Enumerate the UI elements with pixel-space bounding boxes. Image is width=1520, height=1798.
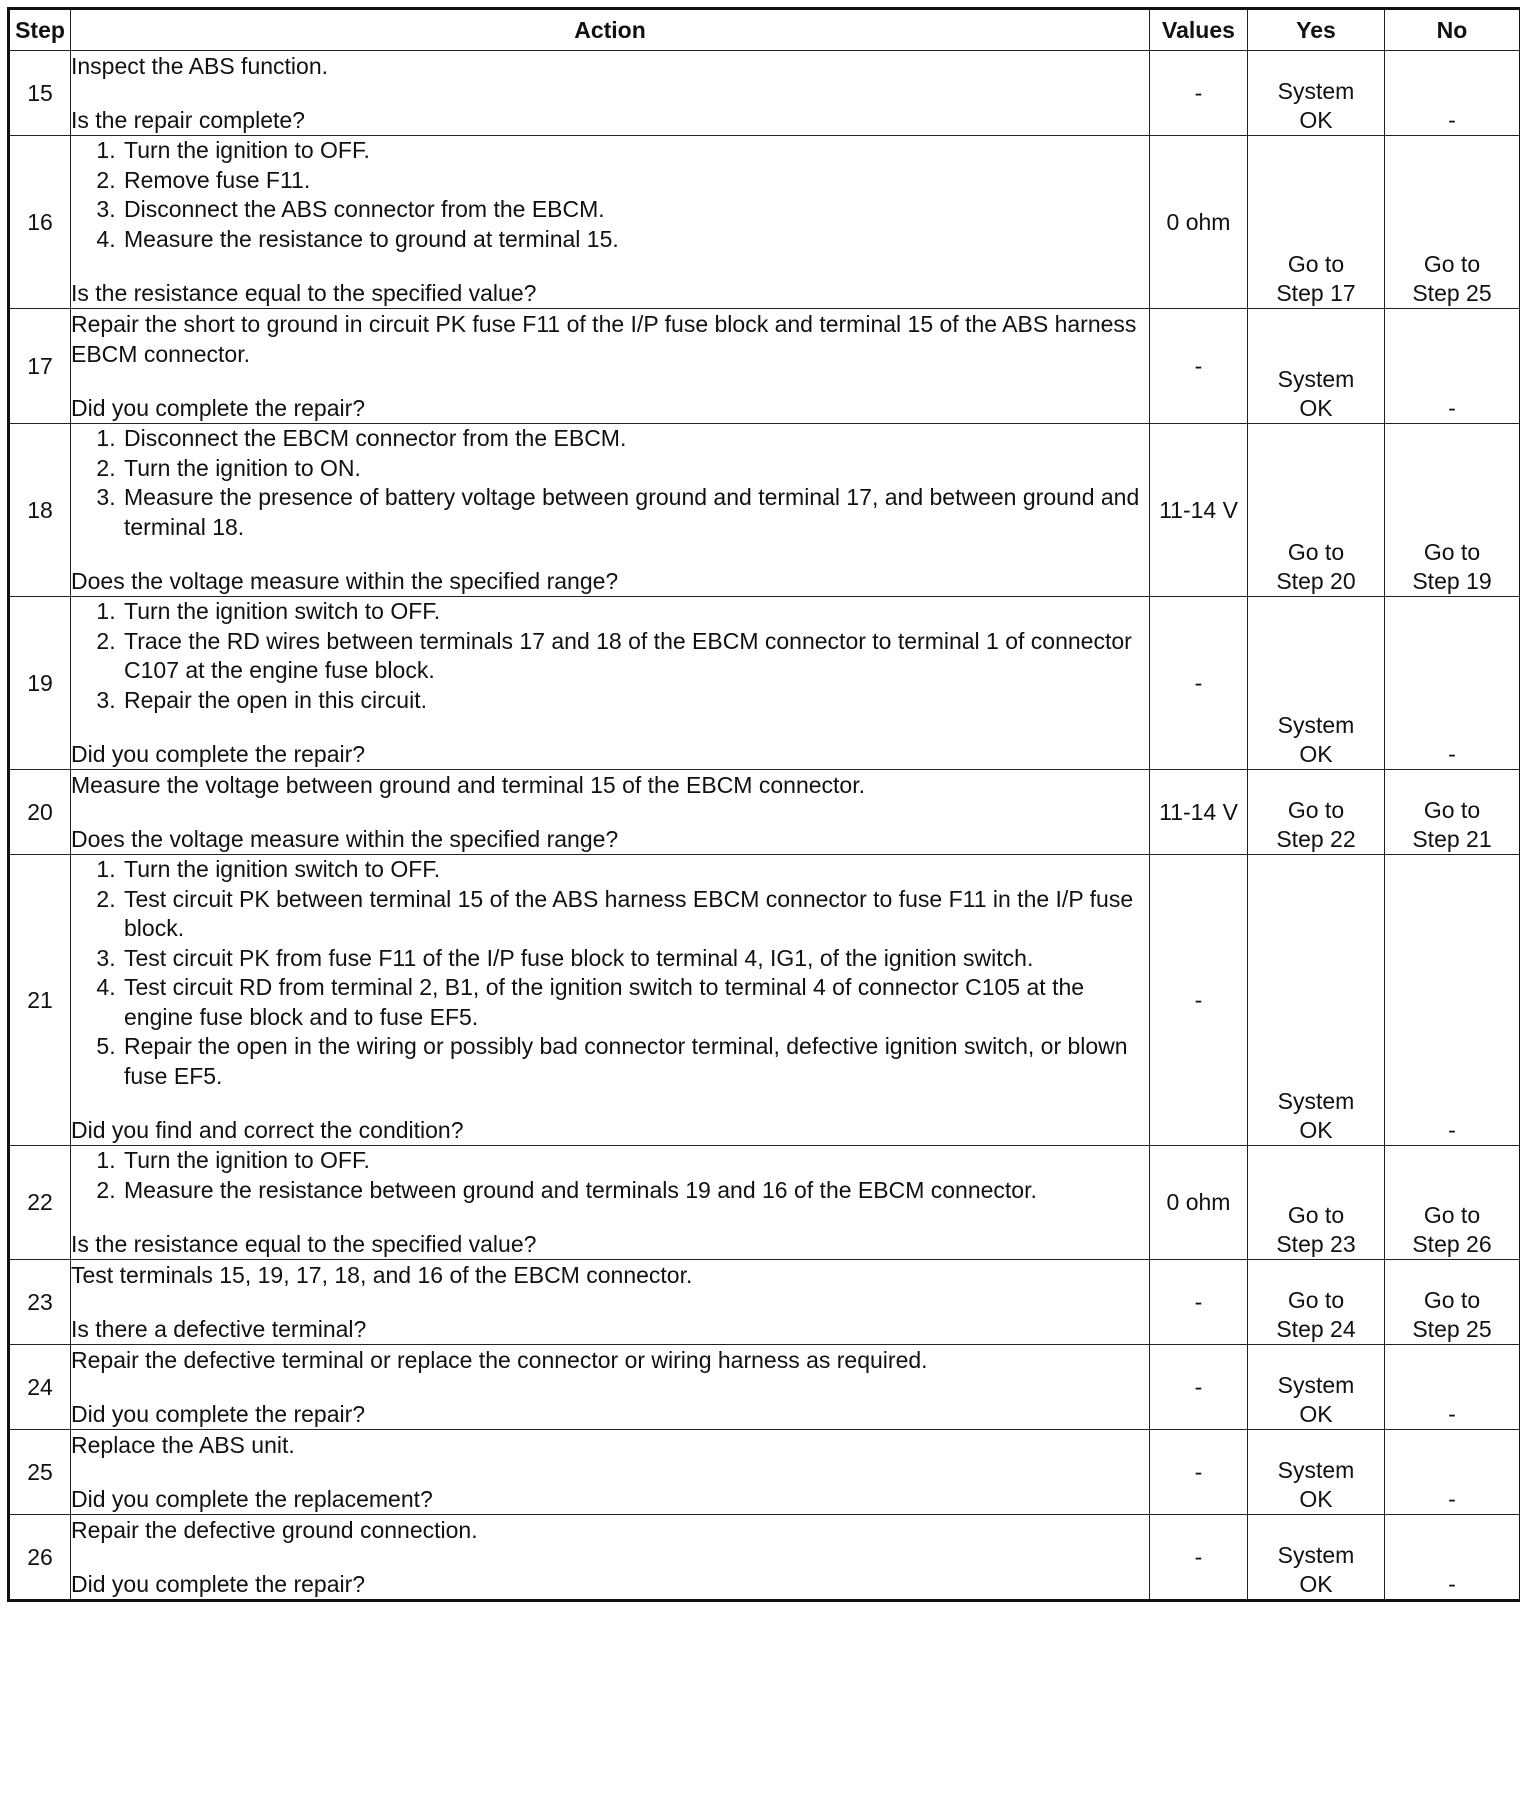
action-step-item: 2. Test circuit PK between terminal 15 of the ABS harness EBCM connector to fuse F11 in the I/P fuse block. xyxy=(122,885,1149,944)
action-step-item: 1. Turn the ignition to OFF. xyxy=(122,1146,1149,1176)
values-cell: - xyxy=(1150,1260,1248,1345)
action-question: Is the resistance equal to the specified value? xyxy=(71,280,537,306)
action-step-list xyxy=(71,1146,1149,1205)
yes-cell xyxy=(1248,51,1385,136)
action-instruction: Repair the defective ground connection. xyxy=(71,1517,478,1543)
action-instruction: Measure the voltage between ground and terminal 15 of the EBCM connector. xyxy=(71,772,865,798)
yes-cell xyxy=(1248,1515,1385,1601)
header-step: Step xyxy=(9,9,71,51)
step-cell: 17 xyxy=(9,309,71,424)
yes-outcome: Go to Step 20 xyxy=(1276,539,1356,594)
action-cell xyxy=(71,1345,1150,1430)
action-question: Is there a defective terminal? xyxy=(71,1316,367,1342)
action-question: Did you complete the replacement? xyxy=(71,1486,433,1512)
action-step-list xyxy=(71,597,1149,715)
yes-outcome: System OK xyxy=(1277,712,1355,767)
action-step-list xyxy=(71,424,1149,542)
yes-outcome: System OK xyxy=(1277,1457,1355,1512)
yes-outcome: System OK xyxy=(1277,78,1355,133)
values-cell: - xyxy=(1150,597,1248,770)
action-question: Is the repair complete? xyxy=(71,107,305,133)
values-cell: - xyxy=(1150,1430,1248,1515)
action-question: Does the voltage measure within the specified range? xyxy=(71,826,619,852)
action-cell xyxy=(71,770,1150,855)
no-outcome: - xyxy=(1448,1486,1456,1512)
step-cell: 19 xyxy=(9,597,71,770)
action-step-item: 1. Turn the ignition to OFF. xyxy=(122,136,1149,166)
yes-outcome: Go to Step 17 xyxy=(1276,251,1356,306)
yes-cell xyxy=(1248,1146,1385,1260)
values-cell: 0 ohm xyxy=(1150,1146,1248,1260)
action-instruction: Replace the ABS unit. xyxy=(71,1432,295,1458)
action-cell xyxy=(71,1515,1150,1601)
yes-cell xyxy=(1248,136,1385,309)
no-cell xyxy=(1385,597,1520,770)
document-page xyxy=(7,7,1513,1602)
no-outcome: Go to Step 21 xyxy=(1412,797,1492,852)
table-row xyxy=(9,1430,1520,1515)
yes-outcome: Go to Step 22 xyxy=(1276,797,1356,852)
action-cell xyxy=(71,1430,1150,1515)
table-body xyxy=(9,51,1520,1601)
no-cell xyxy=(1385,136,1520,309)
table-row xyxy=(9,1515,1520,1601)
action-step-list xyxy=(71,136,1149,254)
no-outcome: Go to Step 25 xyxy=(1412,1287,1492,1342)
table-row xyxy=(9,1260,1520,1345)
action-question: Did you complete the repair? xyxy=(71,741,366,767)
yes-cell xyxy=(1248,309,1385,424)
step-cell: 21 xyxy=(9,855,71,1146)
table-row xyxy=(9,51,1520,136)
action-instruction: Repair the defective terminal or replace the connector or wiring harness as required. xyxy=(71,1347,928,1373)
no-outcome: - xyxy=(1448,1401,1456,1427)
action-step-item: 1. Turn the ignition switch to OFF. xyxy=(122,855,1149,885)
no-cell xyxy=(1385,1430,1520,1515)
step-cell: 23 xyxy=(9,1260,71,1345)
no-outcome: Go to Step 26 xyxy=(1412,1202,1492,1257)
yes-cell xyxy=(1248,1260,1385,1345)
table-row xyxy=(9,597,1520,770)
yes-cell xyxy=(1248,424,1385,597)
no-outcome: - xyxy=(1448,741,1456,767)
no-cell xyxy=(1385,855,1520,1146)
table-row xyxy=(9,136,1520,309)
no-cell xyxy=(1385,424,1520,597)
action-step-item: 2. Measure the resistance between ground and terminals 19 and 16 of the EBCM connector. xyxy=(122,1176,1149,1206)
action-step-item: 4. Measure the resistance to ground at terminal 15. xyxy=(122,225,1149,255)
action-step-item: 3. Test circuit PK from fuse F11 of the I/P fuse block to terminal 4, IG1, of the ignition switch. xyxy=(122,944,1149,974)
table-header xyxy=(9,9,1520,51)
action-question: Did you complete the repair? xyxy=(71,1571,366,1597)
action-step-list xyxy=(71,855,1149,1091)
action-question: Is the resistance equal to the specified value? xyxy=(71,1231,537,1257)
action-step-item: 1. Turn the ignition switch to OFF. xyxy=(122,597,1149,627)
action-instruction: Test terminals 15, 19, 17, 18, and 16 of the EBCM connector. xyxy=(71,1262,693,1288)
values-cell: - xyxy=(1150,1515,1248,1601)
no-outcome: - xyxy=(1448,1117,1456,1143)
action-step-item: 4. Test circuit RD from terminal 2, B1, of the ignition switch to terminal 4 of connector C105 at the engine fuse block and to fuse EF5. xyxy=(122,973,1149,1032)
action-cell xyxy=(71,424,1150,597)
no-outcome: - xyxy=(1448,107,1456,133)
no-outcome: - xyxy=(1448,395,1456,421)
table-row xyxy=(9,309,1520,424)
action-instruction: Repair the short to ground in circuit PK fuse F11 of the I/P fuse block and terminal 15 of the ABS harness EBCM connector. xyxy=(71,311,1137,367)
action-question: Did you complete the repair? xyxy=(71,395,366,421)
yes-outcome: System OK xyxy=(1277,1088,1355,1143)
header-no: No xyxy=(1385,9,1520,51)
action-cell xyxy=(71,51,1150,136)
table-row xyxy=(9,855,1520,1146)
action-cell xyxy=(71,597,1150,770)
action-cell xyxy=(71,855,1150,1146)
yes-cell xyxy=(1248,1430,1385,1515)
values-cell: - xyxy=(1150,855,1248,1146)
table-row xyxy=(9,1146,1520,1260)
no-outcome: - xyxy=(1448,1571,1456,1597)
table-row xyxy=(9,770,1520,855)
no-cell xyxy=(1385,1146,1520,1260)
yes-outcome: System OK xyxy=(1277,1542,1355,1597)
step-cell: 18 xyxy=(9,424,71,597)
values-cell: - xyxy=(1150,1345,1248,1430)
yes-cell xyxy=(1248,1345,1385,1430)
table-row xyxy=(9,1345,1520,1430)
yes-cell xyxy=(1248,855,1385,1146)
no-outcome: Go to Step 19 xyxy=(1412,539,1492,594)
step-cell: 16 xyxy=(9,136,71,309)
header-yes: Yes xyxy=(1248,9,1385,51)
action-step-item: 3. Measure the presence of battery voltage between ground and terminal 17, and between ground and terminal 18. xyxy=(122,483,1149,542)
action-cell xyxy=(71,1260,1150,1345)
action-question: Does the voltage measure within the specified range? xyxy=(71,568,619,594)
action-cell xyxy=(71,136,1150,309)
step-cell: 15 xyxy=(9,51,71,136)
action-step-item: 2. Remove fuse F11. xyxy=(122,166,1149,196)
values-cell: - xyxy=(1150,309,1248,424)
yes-outcome: Go to Step 23 xyxy=(1276,1202,1356,1257)
header-values: Values xyxy=(1150,9,1248,51)
no-cell xyxy=(1385,1260,1520,1345)
yes-outcome: Go to Step 24 xyxy=(1276,1287,1356,1342)
action-step-item: 2. Trace the RD wires between terminals 17 and 18 of the EBCM connector to terminal 1 of connector C107 at the engine fuse block. xyxy=(122,627,1149,686)
yes-outcome: System OK xyxy=(1277,366,1355,421)
action-cell xyxy=(71,1146,1150,1260)
no-outcome: Go to Step 25 xyxy=(1412,251,1492,306)
step-cell: 22 xyxy=(9,1146,71,1260)
action-step-item: 3. Repair the open in this circuit. xyxy=(122,686,1149,716)
diagnostic-table xyxy=(7,7,1520,1602)
action-instruction: Inspect the ABS function. xyxy=(71,53,328,79)
yes-cell xyxy=(1248,770,1385,855)
no-cell xyxy=(1385,309,1520,424)
yes-outcome: System OK xyxy=(1277,1372,1355,1427)
values-cell: 11-14 V xyxy=(1150,770,1248,855)
action-question: Did you complete the repair? xyxy=(71,1401,366,1427)
table-row xyxy=(9,424,1520,597)
values-cell: - xyxy=(1150,51,1248,136)
step-cell: 25 xyxy=(9,1430,71,1515)
no-cell xyxy=(1385,770,1520,855)
action-question: Did you find and correct the condition? xyxy=(71,1117,464,1143)
no-cell xyxy=(1385,1515,1520,1601)
no-cell xyxy=(1385,1345,1520,1430)
action-step-item: 5. Repair the open in the wiring or possibly bad connector terminal, defective ignition switch, or blown fuse EF5. xyxy=(122,1032,1149,1091)
action-cell xyxy=(71,309,1150,424)
action-step-item: 1. Disconnect the EBCM connector from the EBCM. xyxy=(122,424,1149,454)
values-cell: 11-14 V xyxy=(1150,424,1248,597)
yes-cell xyxy=(1248,597,1385,770)
header-action: Action xyxy=(71,9,1150,51)
action-step-item: 2. Turn the ignition to ON. xyxy=(122,454,1149,484)
values-cell: 0 ohm xyxy=(1150,136,1248,309)
step-cell: 20 xyxy=(9,770,71,855)
step-cell: 26 xyxy=(9,1515,71,1601)
step-cell: 24 xyxy=(9,1345,71,1430)
action-step-item: 3. Disconnect the ABS connector from the EBCM. xyxy=(122,195,1149,225)
header-row xyxy=(9,9,1520,51)
no-cell xyxy=(1385,51,1520,136)
